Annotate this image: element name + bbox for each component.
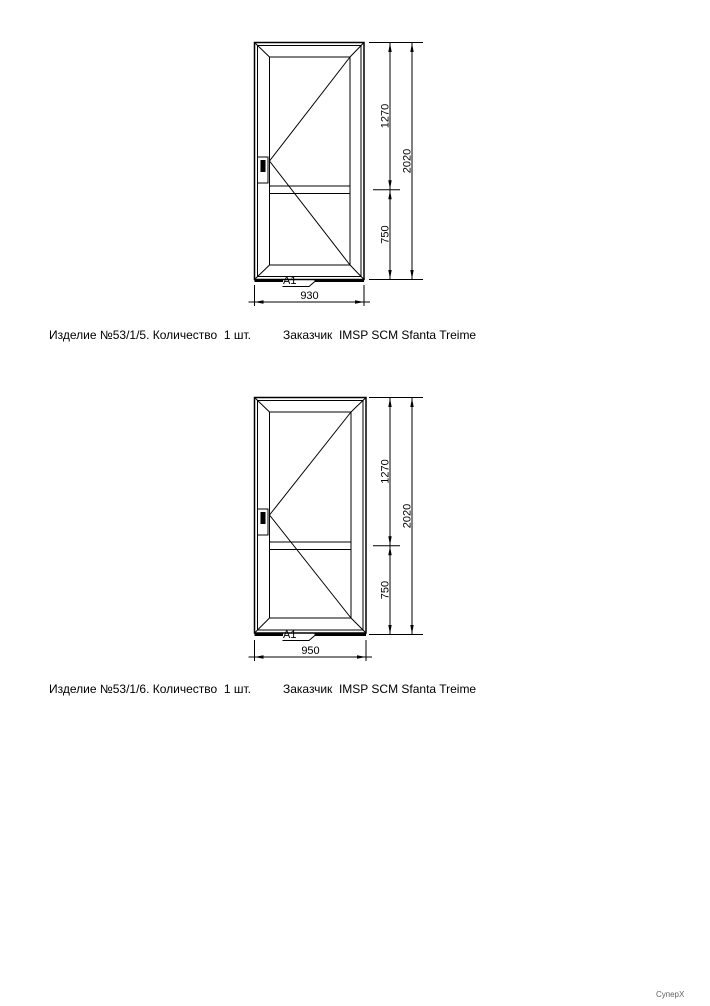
dim-upper-height: 1270 — [379, 459, 392, 484]
door-frame — [255, 398, 367, 634]
threshold-label: A1 — [283, 629, 297, 641]
dim-lower-height: 750 — [379, 225, 392, 244]
vertical-dimension-lines — [369, 43, 423, 280]
mullion-bar — [270, 542, 352, 550]
dim-width: 930 — [300, 290, 319, 302]
dim-total-height: 2020 — [401, 503, 414, 529]
product-info-text: Изделие №53/1/6. Количество 1 шт. — [49, 682, 252, 696]
dim-total-height: 2020 — [401, 148, 414, 174]
product-info-text: Изделие №53/1/5. Количество 1 шт. — [49, 328, 252, 342]
door-frame — [255, 43, 365, 280]
customer-info-text: Заказчик IMSP SCM Sfanta Treime — [283, 328, 477, 342]
opening-direction-lines — [270, 57, 351, 265]
customer-info-text: Заказчик IMSP SCM Sfanta Treime — [283, 682, 477, 696]
item-description-row-1 — [0, 328, 710, 342]
mullion-bar — [270, 186, 351, 194]
watermark-text: СуперХ — [656, 990, 685, 999]
threshold-label: A1 — [283, 275, 297, 287]
dim-width: 950 — [301, 645, 320, 657]
door-handle-icon — [258, 157, 269, 183]
dim-lower-height: 750 — [379, 580, 392, 600]
vertical-dimension-lines — [369, 398, 423, 635]
width-dimension-line — [249, 640, 373, 661]
door-drawing-2 — [240, 384, 440, 674]
dim-upper-height: 1270 — [379, 103, 392, 129]
width-dimension-line — [249, 285, 371, 306]
item-description-row-2 — [0, 682, 710, 696]
door-drawing-1 — [240, 30, 440, 320]
door-handle-icon — [258, 509, 269, 535]
opening-direction-lines — [270, 412, 352, 618]
